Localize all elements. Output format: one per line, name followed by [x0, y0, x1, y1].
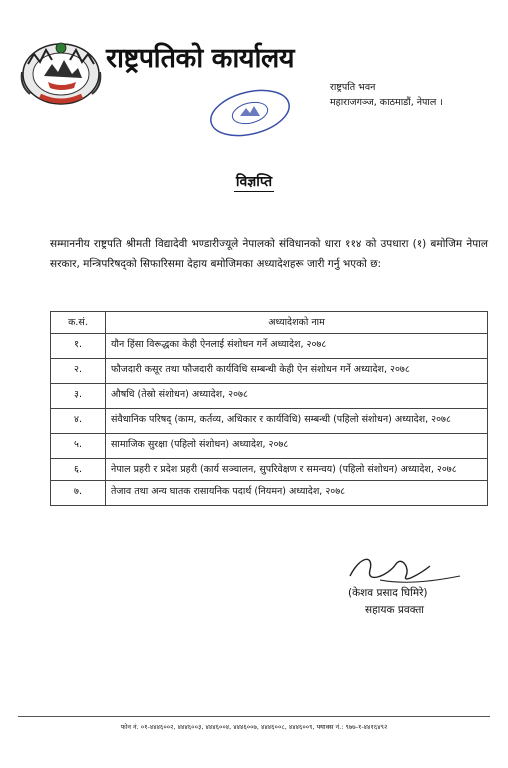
notice-body: सम्माननीय राष्ट्रपति श्रीमती विद्यादेवी भण्डारीज्यूले नेपालको संविधानको धारा ११४ को उपधारा (१) बमोजिम नेपाल सरकार, मन्त्रिपरिषद्को सिफारिसमा देहाय बमोजिमका अध्यादेशहरू जारी गर्नु भएको छ: — [50, 238, 488, 270]
office-address — [330, 80, 443, 110]
ordinance-table — [50, 311, 488, 506]
row-number: ७. — [51, 481, 106, 506]
footer-contact: फोन नं. ०१-४४४६००२, ४४४६००३, ४४४६००४, ४४४६००७, ४४४६००८, ४४४६००९, फ्याक्स नं.: ९७७-१-४४१६४९२ — [120, 723, 388, 731]
row-number: ४. — [51, 409, 106, 434]
ordinance-name: फौजदारी कसूर तथा फौजदारी कार्यविधि सम्बन्धी केही ऐन संशोधन गर्ने अध्यादेश, २०७८ — [106, 359, 488, 384]
signatory-name: (केशव प्रसाद घिमिरे) — [348, 587, 428, 599]
ordinance-name: औषधि (तेस्रो संशोधन) अध्यादेश, २०७८ — [106, 384, 488, 409]
footer-divider — [18, 716, 490, 717]
ordinance-name: सामाजिक सुरक्षा (पहिलो संशोधन) अध्यादेश, २०७८ — [106, 434, 488, 459]
row-number: ३. — [51, 384, 106, 409]
table-row — [51, 459, 488, 481]
signatory-title: सहायक प्रवक्ता — [365, 604, 425, 616]
row-number: ६. — [51, 459, 106, 481]
row-number: ५. — [51, 434, 106, 459]
table-row — [51, 334, 488, 359]
ordinance-name: तेजाव तथा अन्य घातक रासायनिक पदार्थ (नियमन) अध्यादेश, २०७८ — [106, 481, 488, 506]
table-row — [51, 359, 488, 384]
table-header-row — [51, 312, 488, 334]
table-row — [51, 434, 488, 459]
row-number: २. — [51, 359, 106, 384]
table-row — [51, 409, 488, 434]
row-number: १. — [51, 334, 106, 359]
table-row — [51, 384, 488, 409]
notice-title: विज्ञप्ति — [235, 174, 273, 190]
office-title: राष्ट्रपतिको कार्यालय — [106, 43, 294, 74]
ordinance-name: नेपाल प्रहरी र प्रदेश प्रहरी (कार्य सञ्चालन, सुपरिवेक्षण र समन्वय) (पहिलो संशोधन) अध्यादेश, २०७८ — [106, 459, 488, 481]
column-header-name: अध्यादेशको नाम — [106, 312, 488, 334]
table-row — [51, 481, 488, 506]
nepal-emblem-logo — [18, 36, 104, 108]
column-header-sn: क.सं. — [51, 312, 106, 334]
office-stamp — [206, 88, 294, 138]
ordinance-name: यौन हिंसा विरूद्धका केही ऐनलाई संशोधन गर्ने अध्यादेश, २०७८ — [106, 334, 488, 359]
address-line-1: राष्ट्रपति भवन — [330, 82, 376, 93]
address-line-2: महाराजगञ्ज, काठमाडौं, नेपाल । — [330, 97, 443, 108]
ordinance-name: संवैधानिक परिषद् (काम, कर्तव्य, अधिकार र कार्यविधि) सम्बन्धी (पहिलो संशोधन) अध्यादेश, २०७८ — [106, 409, 488, 434]
